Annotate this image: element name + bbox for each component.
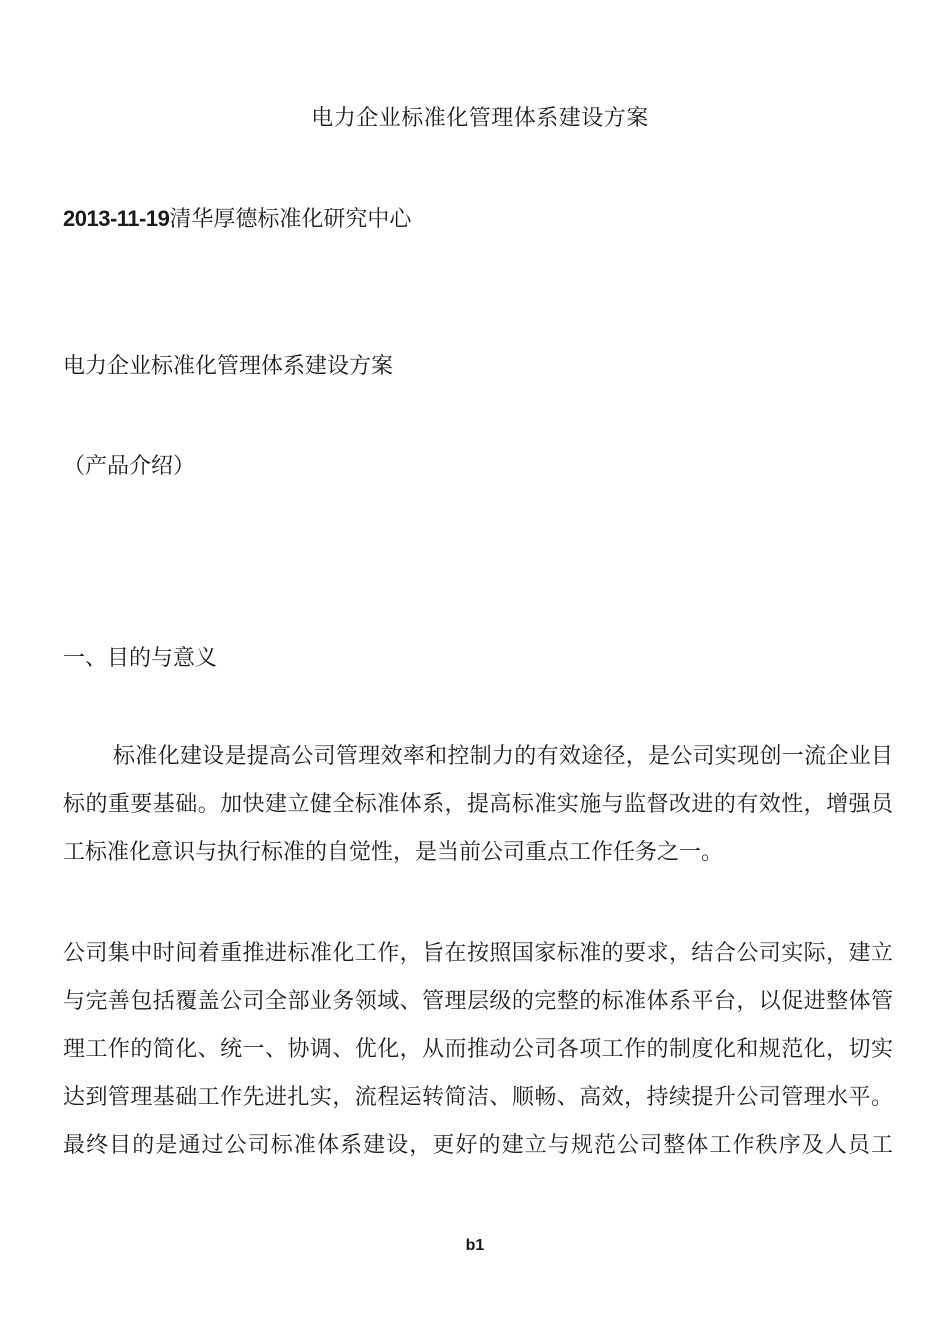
paragraph-line: 达到管理基础工作先进扎实，流程运转简洁、顺畅、高效，持续提升公司管理水平。 — [63, 1085, 893, 1110]
paragraph-line: 理工作的简化、统一、协调、优化，从而推动公司各项工作的制度化和规范化，切实 — [63, 1037, 893, 1062]
document-title: 电力企业标准化管理体系建设方案 — [311, 106, 649, 131]
section-heading: 一、目的与意义 — [63, 646, 218, 671]
paragraph-line: 标的重要基础。加快建立健全标准体系，提高标准实施与监督改进的有效性，增强员 — [63, 792, 893, 817]
product-note: （产品介绍） — [63, 454, 196, 479]
paragraph-line: 标准化建设是提高公司管理效率和控制力的有效途径，是公司实现创一流企业目 — [113, 744, 893, 769]
paragraph-line: 公司集中时间着重推进标准化工作，旨在按照国家标准的要求，结合公司实际，建立 — [63, 941, 893, 966]
paragraph-line: 最终目的是通过公司标准体系建设，更好的建立与规范公司整体工作秩序及人员工 — [63, 1133, 893, 1158]
paragraph-purpose — [63, 741, 893, 885]
author-name: 清华厚德标准化研究中心 — [169, 207, 412, 232]
dateline — [63, 203, 411, 236]
publish-date: 2013-11-19 — [63, 206, 170, 231]
paragraph-line: 工标准化意识与执行标准的自觉性，是当前公司重点工作任务之一。 — [63, 840, 724, 865]
document-subtitle: 电力企业标准化管理体系建设方案 — [63, 354, 394, 379]
paragraph-goals — [63, 938, 893, 1178]
page-number: b1 — [465, 1237, 485, 1254]
paragraph-line: 与完善包括覆盖公司全部业务领域、管理层级的完整的标准体系平台，以促进整体管 — [63, 989, 893, 1014]
